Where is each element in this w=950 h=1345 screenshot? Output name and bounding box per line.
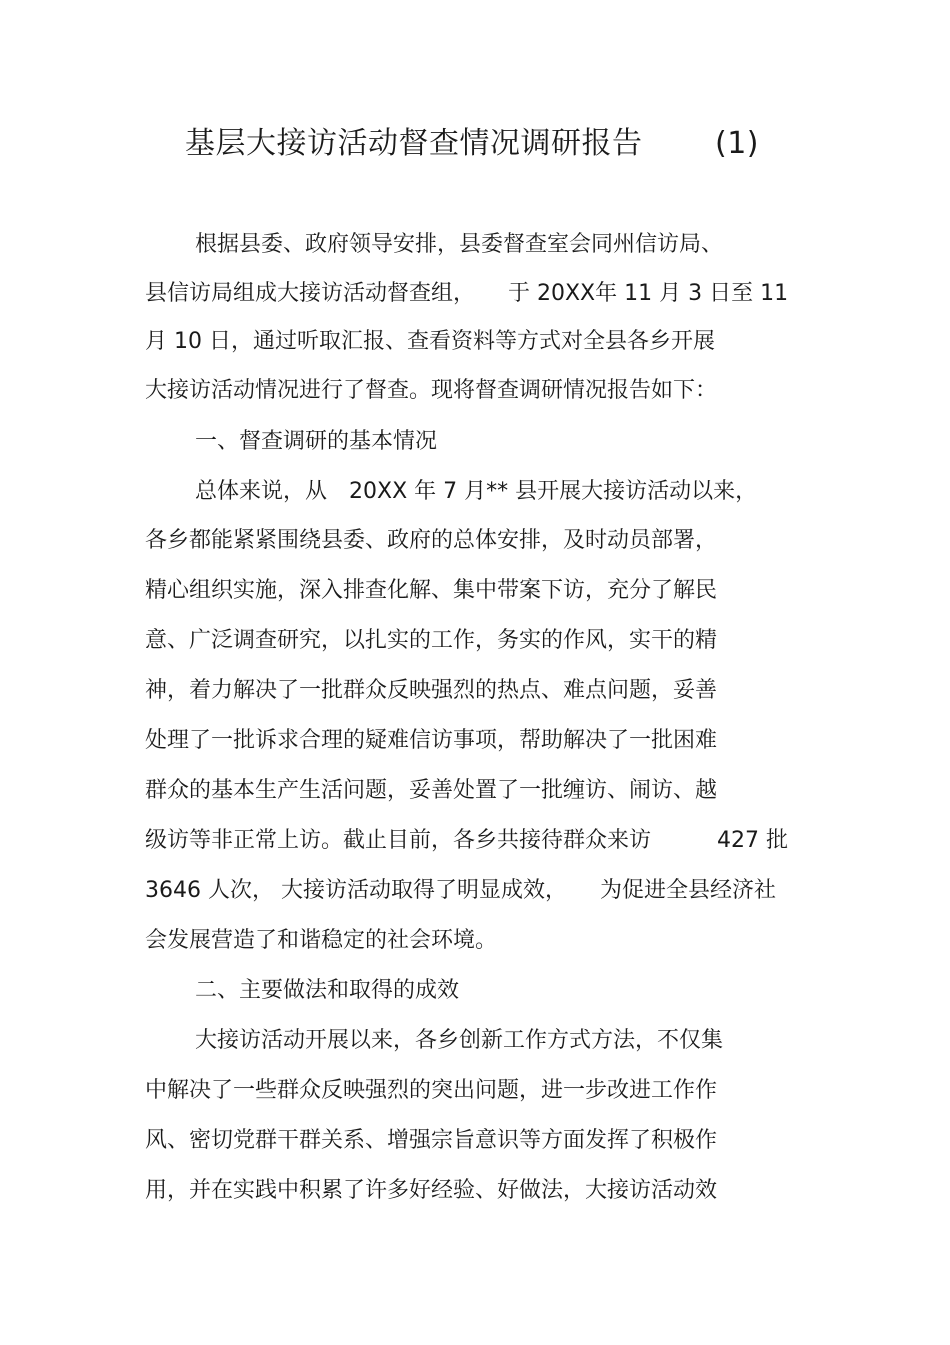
text-line: 级访等非正常上访。截止目前，各乡共接待群众来访 427 批	[145, 828, 788, 853]
text-line: 意、广泛调查研究，以扎实的工作，务实的作风，实干的精	[145, 628, 718, 653]
text-line: 大接访活动情况进行了督查。现将督查调研情况报告如下：	[145, 378, 718, 403]
text-line: 神，着力解决了一批群众反映强烈的热点、难点问题，妥善	[145, 678, 718, 703]
text-line: 根据县委、政府领导安排，县委督查室会同州信访局、	[195, 232, 724, 257]
section-heading: 一、督查调研的基本情况	[195, 429, 438, 454]
title-number: (1)	[715, 126, 759, 161]
text-line: 总体来说，从 20XX 年 7 月** 县开展大接访活动以来，	[195, 479, 758, 504]
text-line: 处理了一批诉求合理的疑难信访事项，帮助解决了一批困难	[145, 728, 718, 753]
text-line: 月 10 日，通过听取汇报、查看资料等方式对全县各乡开展	[145, 329, 715, 354]
text-line: 县信访局组成大接访活动督查组， 于 20XX年 11 月 3 日至 11	[145, 281, 789, 306]
text-line: 中解决了一些群众反映强烈的突出问题，进一步改进工作作	[145, 1078, 718, 1103]
text-line: 群众的基本生产生活问题，妥善处置了一批缠访、闹访、越	[145, 778, 718, 803]
text-line: 大接访活动开展以来，各乡创新工作方式方法，不仅集	[195, 1028, 724, 1053]
text-line: 用，并在实践中积累了许多好经验、好做法，大接访活动效	[145, 1178, 718, 1203]
title-text: 基层大接访活动督查情况调研报告	[185, 126, 643, 161]
document-title	[185, 124, 759, 164]
text-line: 会发展营造了和谐稳定的社会环境。	[145, 928, 498, 953]
text-line: 各乡都能紧紧围绕县委、政府的总体安排，及时动员部署，	[145, 528, 718, 553]
text-line: 3646 人次， 大接访活动取得了明显成效， 为促进全县经济社	[145, 878, 776, 903]
text-line: 精心组织实施，深入排查化解、集中带案下访，充分了解民	[145, 578, 718, 603]
text-line: 风、密切党群干群关系、增强宗旨意识等方面发挥了积极作	[145, 1128, 718, 1153]
section-heading: 二、主要做法和取得的成效	[195, 978, 460, 1003]
